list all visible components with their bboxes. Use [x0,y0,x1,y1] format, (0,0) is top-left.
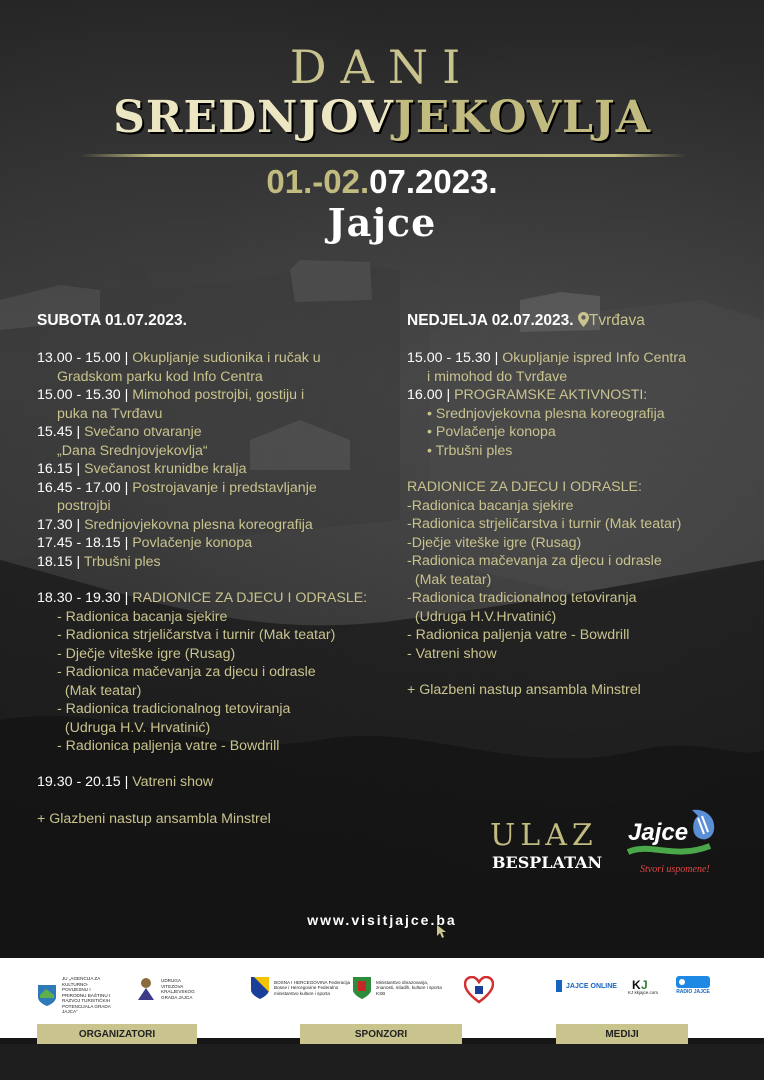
schedule-row-continued: puka na Tvrđavu [57,405,163,422]
sponsor-ksb-name: Ministarstvo obrazovanja, znanosti, mladih, kulture i sporta KSB [376,979,442,996]
day1-schedule [37,349,321,571]
schedule-row-continued: i mimohod do Tvrđave [427,368,568,385]
workshop-item: (Mak teatar) [57,682,142,699]
day1-concert: + Glazbeni nastup ansambla Minstrel [37,811,271,827]
workshop-item: (Udruga H.V. Hrvatinić) [57,719,211,736]
workshop-item: (Udruga H.V.Hrvatinić) [407,608,557,625]
sponsors-label: SPONZORI [300,1024,462,1044]
schedule-row: 17.45 - 18.15 | Povlačenje konopa [37,535,253,551]
heart-logo-icon [464,976,494,1004]
day1-fire-show [37,773,213,792]
workshop-item: -Radionica tradicionalnog tetoviranja [407,590,637,606]
kkj-icon [632,978,654,990]
workshop-item: -Radionica mačevanja za djecu i odrasle [407,553,662,569]
schedule-row: 17.30 | Srednjovjekovna plesna koreografija [37,516,313,533]
workshop-item: - Radionica bacanja sjekire [57,608,228,625]
schedule-row-continued: Gradskom parku kod Info Centra [57,368,263,385]
workshop-item: - Radionica mačevanja za djecu i odrasle [57,664,316,680]
sponsor-fbih-logo [250,976,352,1000]
entry-label: ULAZ [490,818,598,853]
svg-text:K: K [632,978,641,990]
bih-coat-of-arms-icon [250,976,270,1000]
schedule-row: 16.15 | Svečanost krunidbe kralja [37,461,247,477]
jajce-slogan: Stvori uspomene! [640,864,710,875]
radio-icon [676,976,710,988]
activity-item: • Povlačenje konopa [427,424,556,440]
day2-location: Tvrđava [588,312,645,329]
free-entry-label: BESPLATAN [492,853,603,872]
activity-item: • Trbušni ples [427,442,513,459]
event-city: Jajce [327,200,437,245]
event-title-part1: SREDNJOV [113,92,394,143]
workshop-item: - Dječje viteške igre (Rusag) [57,645,236,662]
schedule-row: 15.00 - 15.30 | Mimohod postrojbi, gostiju i [37,387,305,403]
organizers-label: ORGANIZATORI [37,1024,197,1044]
schedule-row: 15.45 | Svečano otvaranje [37,424,202,440]
workshop-item: -Radionica strjeličarstva i turnir (Mak teatar) [407,516,682,532]
day2-heading: NEDJELJA 02.07.2023. Tvrđava [407,312,645,329]
workshop-item: (Mak teatar) [407,571,492,588]
organizer-agency-name: JU „AGENCIJA ZA KULTURNO-POVIJESNU I PRIRODNU BAŠTINU I RAZVOJ TURISTIČKIH POTENCIJALA GRADA JAJCA“ [62,976,111,1014]
cursor-icon [437,925,447,939]
workshop-item: - Radionica paljenja vatre - Bowdrill [57,738,280,754]
media-jajce-online-logo [556,980,617,992]
schedule-row: 13.00 - 15.00 | Okupljanje sudionika i ručak u [37,350,321,366]
organizer-knights-name: UDRUGA VITEZOVA KRALJEVSKOG GRADA JAJCA [161,978,195,1000]
title-divider [80,154,686,157]
event-date-month-year: 07.2023. [369,163,498,200]
event-date [0,163,764,201]
day2-workshops [407,478,681,663]
workshop-item: -Radionica bacanja sjekire [407,497,574,514]
schedule-row-continued: postrojbi [57,498,111,514]
schedule-row: 19.30 - 20.15 | Vatreni show [37,774,214,790]
media-kkj-logo [628,978,658,996]
location-pin-icon [578,312,589,327]
title-dani: DANI [289,40,475,94]
media-jajce-online-name: JAJCE ONLINE [566,982,617,990]
workshop-item: -Dječje viteške igre (Rusag) [407,534,582,551]
workshop-item: - Radionica tradicionalnog tetoviranja [57,701,291,717]
media-kkj-name: KJ kkjajce.com [628,990,659,995]
website-link[interactable]: www.visitjajce.ba [307,912,457,928]
jajce-logo-text: Jajce [628,819,689,846]
schedule-row: 16.45 - 17.00 | Postrojavanje i predstavljanje [37,479,317,496]
sponsor-fbih-name: BOSNA I HERCEGOVINA Federacija Bosne i Hercegovine Federalno ministarstvo kulture i sporta [274,979,351,996]
sponsor-ksb-logo [352,976,446,1000]
ksb-coat-of-arms-icon [352,976,372,1000]
media-label: MEDIJI [556,1024,688,1044]
workshop-item: - Radionica paljenja vatre - Bowdrill [407,627,630,643]
event-title [0,92,764,143]
schedule-row: 15.00 - 15.30 | Okupljanje ispred Info Centra [407,350,686,366]
jajce-online-icon [556,980,562,992]
jajce-logo [622,806,722,878]
agency-emblem-icon [36,983,58,1007]
event-title-part2: JEKOVLJA [393,92,651,143]
knight-emblem-icon [135,976,157,1002]
schedule-row: 16.00 | PROGRAMSKE AKTIVNOSTI: [407,387,648,403]
day1-heading: SUBOTA 01.07.2023. [37,312,187,329]
media-radio-jajce-name: RADIO JAJCE [676,989,710,995]
workshop-item: - Radionica strjeličarstva i turnir (Mak teatar) [57,627,336,643]
schedule-row: 18.15 | Trbušni ples [37,553,161,570]
bottom-band [0,1044,764,1080]
svg-text:J: J [641,978,648,990]
day2-schedule [407,349,686,460]
workshop-item: - Vatreni show [407,645,497,662]
day2-concert: + Glazbeni nastup ansambla Minstrel [407,682,641,698]
workshop-heading: 18.30 - 19.30 | RADIONICE ZA DJECU I ODRASLE: [37,590,368,606]
organizer-agency-logo [36,976,114,1015]
event-date-days: 01.-02. [266,163,370,200]
media-radio-jajce-logo [676,976,710,995]
organizer-knights-logo [135,976,201,1002]
schedule-row-continued: „Dana Srednjovjekovlja“ [57,442,208,459]
workshop-heading: RADIONICE ZA DJECU I ODRASLE: [407,479,642,495]
day1-workshops [37,589,367,756]
activity-item: • Srednjovjekovna plesna koreografija [427,405,665,422]
